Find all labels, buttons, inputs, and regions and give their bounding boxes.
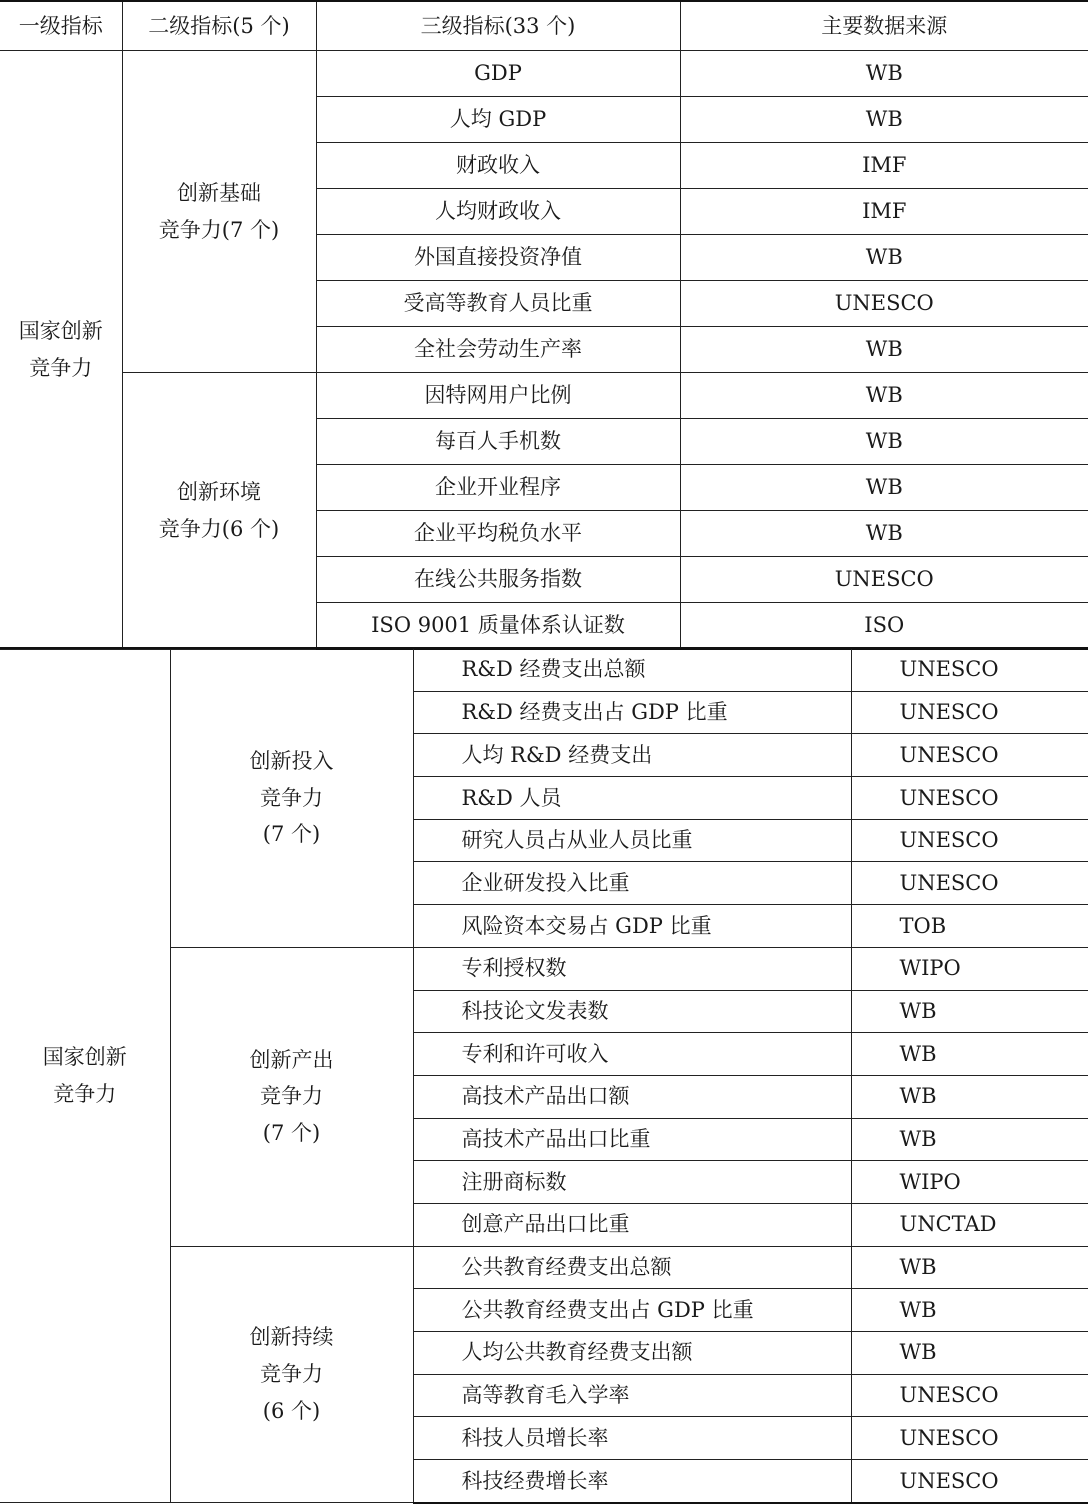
indicator-cell: 科技论文发表数 [413,990,851,1033]
table-row [0,373,1088,419]
indicator-cell: 因特网用户比例 [316,373,680,419]
indicator-cell: 创意产品出口比重 [413,1203,851,1246]
level2-cell [122,373,316,650]
source-cell: UNCTAD [851,1203,1088,1246]
level1-line: 竞争力 [29,355,93,380]
source-cell: WB [680,373,1088,419]
source-cell: WB [680,511,1088,557]
level2-line: 创新环境 [177,480,261,504]
indicator-cell: 专利授权数 [413,947,851,990]
indicator-cell: 研究人员占从业人员比重 [413,819,851,862]
source-cell: UNESCO [680,281,1088,327]
indicator-cell: 注册商标数 [413,1161,851,1204]
table-row [0,648,1088,691]
source-cell: UNESCO [851,777,1088,820]
level1-line: 竞争力 [53,1081,117,1106]
source-cell: UNESCO [851,734,1088,777]
indicator-cell: 人均公共教育经费支出额 [413,1332,851,1375]
level1-line: 国家创新 [18,319,103,343]
level1-line: 国家创新 [42,1044,127,1069]
source-cell: WB [851,1033,1088,1076]
level2-line: 竞争力(6 个) [158,516,280,541]
level2-line: 竞争力(7 个) [158,217,280,242]
source-cell: WB [851,1118,1088,1161]
source-cell: UNESCO [851,1417,1088,1460]
source-cell: WB [680,419,1088,465]
source-cell: UNESCO [851,691,1088,734]
indicator-cell: R&D 经费支出总额 [413,648,851,691]
indicator-cell: 企业研发投入比重 [413,862,851,905]
header-level2: 二级指标(5 个) [122,1,316,51]
indicator-cell: 人均财政收入 [316,189,680,235]
source-cell: ISO [680,603,1088,650]
source-cell: UNESCO [680,557,1088,603]
indicator-cell: 科技人员增长率 [413,1417,851,1460]
source-cell: WB [851,990,1088,1033]
source-cell: WB [851,1332,1088,1375]
source-cell: WB [851,1246,1088,1289]
level2-cell [170,947,413,1246]
source-cell: UNESCO [851,1374,1088,1417]
indicator-cell: 高等教育毛入学率 [413,1374,851,1417]
indicator-cell: 科技经费增长率 [413,1460,851,1503]
indicator-cell: 高技术产品出口比重 [413,1118,851,1161]
source-cell: UNESCO [851,819,1088,862]
indicator-cell: 企业开业程序 [316,465,680,511]
indicator-cell: 企业平均税负水平 [316,511,680,557]
level2-line: 创新产出 [249,1047,334,1072]
indicator-cell: 受高等教育人员比重 [316,281,680,327]
level1-cell [0,648,170,1503]
level2-line: (7 个) [262,822,321,847]
indicator-table-part2 [0,647,1088,1504]
indicator-cell: 公共教育经费支出占 GDP 比重 [413,1289,851,1332]
indicator-cell: 在线公共服务指数 [316,557,680,603]
level2-line: 竞争力 [260,1084,323,1109]
source-cell: UNESCO [851,1460,1088,1503]
source-cell: WIPO [851,1161,1088,1204]
indicator-cell: 人均 R&D 经费支出 [413,734,851,777]
source-cell: IMF [680,189,1088,235]
header-level1: 一级指标 [0,1,122,51]
header-row [0,1,1088,51]
indicator-cell: 高技术产品出口额 [413,1075,851,1118]
source-cell: WB [680,97,1088,143]
indicator-cell: 风险资本交易占 GDP 比重 [413,905,851,948]
indicator-table-part1 [0,0,1088,650]
level2-line: (6 个) [262,1398,321,1423]
level2-line: 竞争力 [260,1362,323,1387]
source-cell: IMF [680,143,1088,189]
header-level3: 三级指标(33 个) [316,1,680,51]
source-cell: TOB [851,905,1088,948]
level2-line: 创新投入 [249,748,334,773]
indicator-cell: ISO 9001 质量体系认证数 [316,603,680,650]
indicator-cell: 公共教育经费支出总额 [413,1246,851,1289]
source-cell: WB [851,1075,1088,1118]
source-cell: UNESCO [851,648,1088,691]
level2-line: 创新基础 [177,180,261,205]
indicator-cell: 财政收入 [316,143,680,189]
source-cell: WB [851,1289,1088,1332]
level2-line: 创新持续 [249,1325,334,1350]
level2-line: 竞争力 [260,785,323,810]
indicator-cell: 每百人手机数 [316,419,680,465]
level1-cell [0,51,122,650]
indicator-cell: R&D 人员 [413,777,851,820]
level2-cell [170,648,413,947]
header-source: 主要数据来源 [680,1,1088,51]
source-cell: WIPO [851,947,1088,990]
level2-cell [122,51,316,373]
source-cell: WB [680,327,1088,373]
indicator-cell: R&D 经费支出占 GDP 比重 [413,691,851,734]
table-row [0,51,1088,97]
source-cell: WB [680,235,1088,281]
indicator-cell: 专利和许可收入 [413,1033,851,1076]
source-cell: WB [680,465,1088,511]
indicator-cell: 全社会劳动生产率 [316,327,680,373]
level2-line: (7 个) [262,1121,321,1146]
level2-cell [170,1246,413,1503]
indicator-cell: 人均 GDP [316,97,680,143]
source-cell: WB [680,51,1088,97]
indicator-cell: GDP [316,51,680,97]
source-cell: UNESCO [851,862,1088,905]
indicator-cell: 外国直接投资净值 [316,235,680,281]
